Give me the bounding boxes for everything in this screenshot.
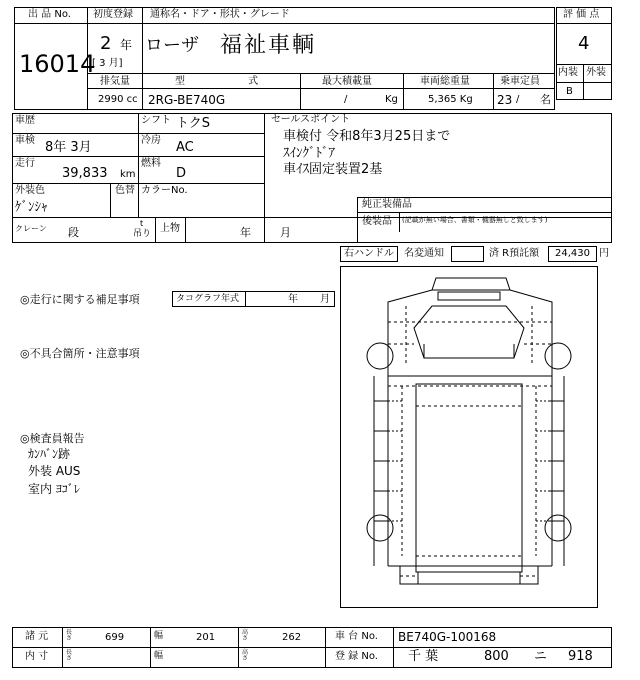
length-label: 長さ — [66, 629, 73, 642]
capacity-unit: 名 — [540, 93, 551, 106]
sales-points-label: セールスポイント — [271, 114, 351, 125]
inner-dimensions-label: 内 寸 — [25, 651, 49, 662]
sales-point-line: ｽｲﾝｸﾞﾄﾞｱ — [283, 146, 335, 161]
chassis-label: 車 台 No. — [335, 631, 378, 642]
sales-point-line: 車ｲｽ固定装置2基 — [283, 162, 383, 177]
tachograph-label: タコグラフ年式 — [176, 294, 240, 304]
aftermarket-label: 後装品 — [362, 216, 392, 227]
capacity-value: 23 — [497, 93, 513, 107]
ac-value: AC — [176, 140, 194, 155]
owner-change-label: 名変通知 — [404, 248, 444, 259]
crane-hook: 吊り — [133, 229, 152, 239]
chassis-number: BE740G-100168 — [398, 630, 497, 644]
inner-width-label: 幅 — [154, 651, 164, 661]
max-load-label: 最大積載量 — [322, 76, 372, 87]
height-value: 262 — [282, 632, 302, 643]
shift-value: トクS — [176, 116, 210, 131]
model-grade: 福祉車輌 — [220, 33, 317, 58]
mileage-unit: km — [120, 169, 136, 180]
type-label: 型 式 — [175, 76, 289, 87]
recycle-unit: 円 — [599, 248, 609, 259]
max-load-unit: Kg — [385, 94, 398, 105]
aftermarket-note: (記載が無い場合、書類・機器無しと致します) — [402, 216, 548, 224]
shift-label: シフト — [141, 115, 171, 126]
genuine-equipment-label: 純正装備品 — [362, 199, 412, 210]
model-name: ローザ — [145, 35, 199, 56]
lift-label: 上物 — [160, 223, 180, 234]
capacity-label: 乗車定員 — [500, 76, 540, 87]
crane-label: クレーン — [15, 224, 47, 233]
inner-height-label: 高さ — [242, 649, 249, 662]
ac-label: 冷房 — [141, 135, 161, 146]
mileage-value: 39,833 — [62, 166, 108, 181]
registration-number: 918 — [568, 649, 593, 664]
registration-label: 登 録 No. — [335, 651, 378, 662]
recycle-label: 済 R預託額 — [489, 248, 540, 259]
width-label: 幅 — [154, 631, 164, 641]
crane-t: t — [140, 219, 144, 228]
fuel-label: 燃料 — [141, 158, 161, 169]
specs-label: 諸 元 — [25, 631, 49, 642]
capacity-sep: / — [516, 94, 520, 105]
exterior-label: 外装 — [586, 67, 606, 78]
inspection-value: 8年 3月 — [45, 140, 92, 155]
mileage-label: 走行 — [15, 158, 35, 169]
tachograph-month: 月 — [320, 294, 330, 305]
registration-kana: ニ — [534, 649, 548, 664]
owner-change-box — [451, 246, 484, 262]
sales-point-line: 車検付 令和8年3月25日まで — [283, 129, 451, 144]
fuel-value: D — [176, 166, 187, 181]
reg-year-unit: 年 — [120, 38, 133, 52]
displacement-label: 排気量 — [100, 76, 130, 87]
handle-value: 右ハンドル — [344, 248, 394, 259]
history-label: 車歴 — [15, 115, 35, 126]
displacement-value: 2990 cc — [98, 94, 138, 105]
lot-number: 16014 — [19, 50, 96, 78]
inspector-line: ｶﾝﾊﾞﾝ跡 — [28, 447, 71, 461]
registration-class: 800 — [484, 649, 509, 664]
crane-stage: 段 — [68, 226, 79, 239]
color-code-label: 色替 — [115, 185, 135, 196]
color-value: ｹﾞﾝｼｬ — [15, 200, 48, 215]
first-reg-label: 初度登録 — [93, 9, 133, 20]
type-value: 2RG-BE740G — [148, 93, 226, 107]
inspector-title: ◎検査員報告 — [20, 432, 85, 445]
inspector-line: 外装 AUS — [28, 464, 81, 478]
eval-score: 4 — [578, 33, 590, 54]
max-load-value: / — [344, 94, 348, 105]
registration-region: 千 葉 — [408, 649, 439, 664]
inspector-line: 室内 ﾖｺﾞﾚ — [28, 482, 80, 496]
gross-weight-label: 車両総重量 — [420, 76, 470, 87]
lift-month: 月 — [280, 226, 291, 239]
model-header-label: 通称名・ドア・形状・グレード — [150, 9, 290, 20]
interior-label: 内装 — [558, 67, 578, 78]
color-label: 外装色 — [15, 185, 45, 196]
reg-year: 2 — [100, 33, 112, 54]
width-value: 201 — [196, 632, 216, 643]
length-value: 699 — [105, 632, 125, 643]
vehicle-diagram — [340, 266, 598, 608]
recycle-amount: 24,430 — [555, 248, 590, 259]
lot-label: 出 品 No. — [28, 9, 71, 20]
color-no-label: カラーNo. — [141, 185, 188, 196]
interior-grade: B — [566, 86, 573, 97]
reg-month: [ 3 月] — [92, 58, 123, 69]
inner-length-label: 長さ — [66, 649, 73, 662]
height-label: 高さ — [242, 629, 249, 642]
lift-year: 年 — [240, 226, 251, 239]
tachograph-year: 年 — [288, 294, 298, 305]
defects-title: ◎不具合箇所・注意事項 — [20, 347, 140, 360]
inspection-label: 車検 — [15, 135, 35, 146]
eval-label: 評 価 点 — [563, 9, 600, 20]
gross-weight-value: 5,365 Kg — [428, 94, 473, 105]
running-notes-title: ◎走行に関する補足事項 — [20, 293, 140, 306]
